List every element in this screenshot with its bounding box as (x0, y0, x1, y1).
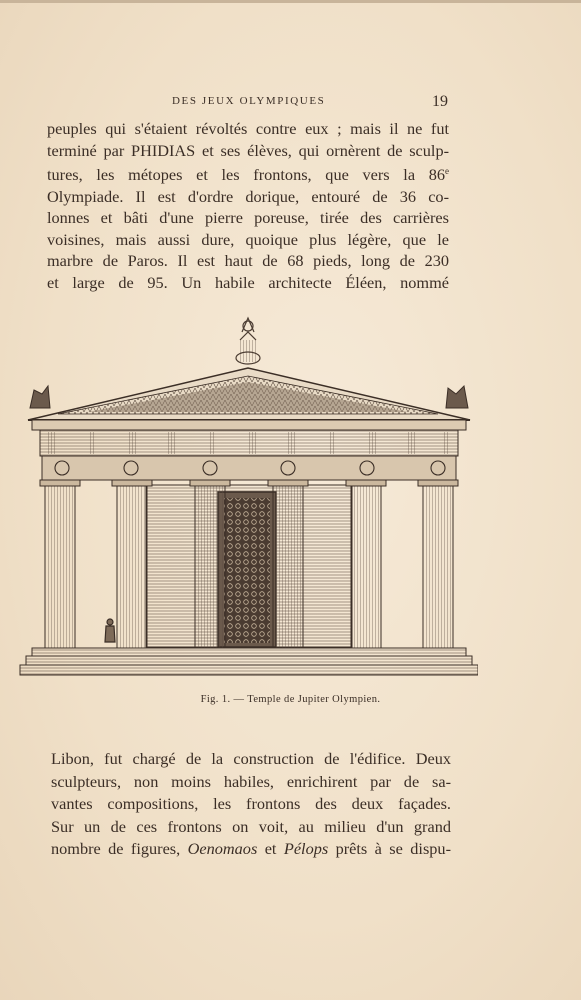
cella-wall (146, 485, 352, 647)
column (190, 480, 230, 648)
running-head: DES JEUX OLYMPIQUES (172, 95, 326, 107)
pediment (28, 368, 470, 420)
text-line: terminé par PHIDIAS et ses élèves, qui ornèrent de sculp- (47, 140, 450, 160)
text-line: Olympiade. Il est d'ordre dorique, entouré de 36 co- (47, 186, 449, 206)
text-line: Sur un de ces frontons on voit, au milieu d'un grand (51, 816, 451, 836)
page-number: 19 (432, 93, 448, 110)
human-figure (105, 619, 115, 642)
text-line: et large de 95. Un habile architecte Éléen, nommé (47, 272, 449, 292)
page-top-edge (0, 0, 581, 3)
text-line: sculpteurs, non moins habiles, enrichirent par de sa- (51, 771, 451, 791)
text-line: marbre de Paros. Il est haut de 68 pieds, long de 230 (47, 251, 449, 270)
acroterion-statue (236, 318, 260, 364)
figure-caption: Fig. 1. — Temple de Jupiter Olympien. (200, 694, 381, 705)
temple-engraving (18, 310, 478, 685)
person-name-phidias: PHIDIAS (131, 140, 196, 160)
column (40, 480, 80, 648)
text-line: lonnes et bâti d'une pierre poreuse, tirée des carrières (47, 208, 449, 227)
name-pelops: Pélops (283, 839, 329, 858)
name-oenomaos: Oenomaos (187, 839, 258, 858)
text-line: nombre de figures, Oenomaos et Pélops prêts à se dispu- (51, 839, 451, 858)
entablature (32, 420, 466, 480)
text-line: Libon, fut chargé de la construction de l'édifice. Deux (51, 749, 451, 768)
column (418, 480, 458, 648)
left-acroterion (30, 386, 50, 408)
text-block-top (47, 118, 449, 293)
text-line: tures, les métopes et les frontons, que vers la 86e (47, 165, 449, 184)
text-line: peuples qui s'étaient révoltés contre eux ; mais il ne fut (47, 119, 449, 138)
text-line: voisines, mais aussi dure, quoique plus légère, que le (47, 229, 449, 249)
column (268, 480, 308, 648)
text-line: vantes compositions, les frontons des deux façades. (51, 794, 451, 813)
page-header (0, 93, 581, 113)
stylobate (20, 648, 478, 675)
temple-door (224, 498, 270, 643)
column (112, 480, 152, 648)
temple-illustration (18, 310, 478, 685)
text-block-bottom (51, 748, 451, 861)
column (346, 480, 386, 648)
right-acroterion (446, 386, 468, 408)
